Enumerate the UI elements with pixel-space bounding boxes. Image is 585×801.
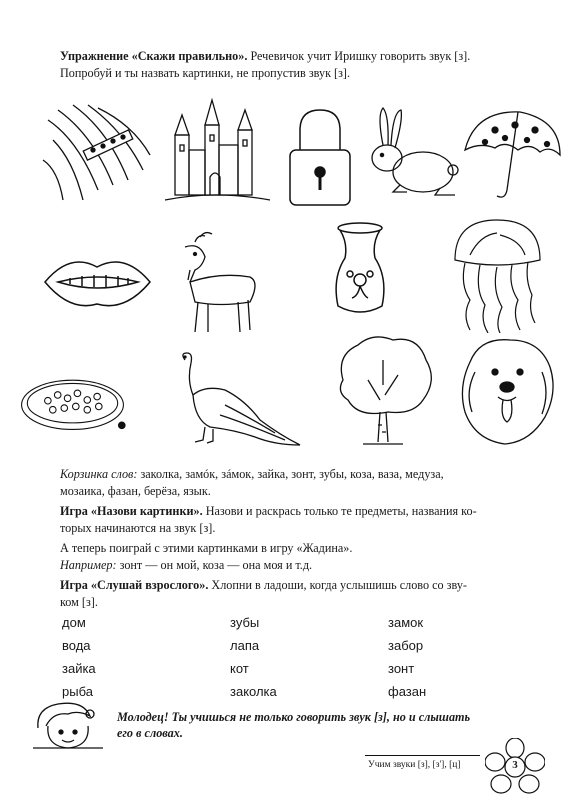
castle-icon <box>160 95 275 213</box>
word-col1-2: вода <box>62 638 91 653</box>
bunny-icon <box>355 100 470 218</box>
example-label: Например: <box>60 558 117 572</box>
praise-line-1: Молодец! Ты учишься не только говорить звук [з], но и слышать <box>117 710 471 724</box>
game2-title: Игра «Слушай взрослого». <box>60 578 209 592</box>
word-col2-4: заколка <box>230 684 277 699</box>
teeth-icon <box>40 222 155 340</box>
word-col3-1: замок <box>388 615 424 630</box>
intro-line-2: Попробуй и ты назвать картинки, не пропустив звук [з]. <box>60 66 351 80</box>
game1-line-1 <box>60 503 545 520</box>
basket-line-1 <box>60 466 545 483</box>
intro-line-1 <box>60 48 545 65</box>
game1-text: Назови и раскрась только те предметы, названия ко- <box>202 504 477 518</box>
word-col1-1: дом <box>62 615 86 630</box>
basket-words-2: мозаика, фазан, берёза, язык. <box>60 484 211 498</box>
word-col2-1: зубы <box>230 615 260 630</box>
word-col3-3: зонт <box>388 661 415 676</box>
word-col1-3: зайка <box>62 661 96 676</box>
basket-label: Корзинка слов: <box>60 467 138 481</box>
game1-line-2: торых начинаются на звук [з]. <box>60 521 216 535</box>
example-text: зонт — он мой, коза — она моя и т.д. <box>116 558 313 572</box>
page-number: 3 <box>512 759 518 771</box>
word-col2-2: лапа <box>230 638 260 653</box>
goat-icon <box>150 222 265 340</box>
game2-line-2: ком [з]. <box>60 595 98 609</box>
hair-clip-icon <box>38 100 153 218</box>
jellyfish-icon <box>440 215 555 333</box>
game1-title: Игра «Назови картинки». <box>60 504 203 518</box>
mascot-icon <box>28 698 108 753</box>
umbrella-icon <box>455 100 570 218</box>
word-col3-2: забор <box>388 638 424 653</box>
game2-line-1 <box>60 577 545 594</box>
mosaic-icon <box>15 345 130 463</box>
intro-text: Речевичок учит Иришку говорить звук [з]. <box>247 49 471 63</box>
footer-rule <box>365 755 480 756</box>
greedy-example <box>60 557 545 574</box>
dog-tongue-icon <box>450 332 565 450</box>
basket-words-1: заколка, замóк, зáмок, зайка, зонт, зубы, коза, ваза, медуза, <box>137 467 444 481</box>
word-col1-4: рыба <box>62 684 93 699</box>
greedy-line-1: А теперь поиграй с этими картинками в игру «Жадина». <box>60 541 353 555</box>
pheasant-icon <box>165 345 305 463</box>
vase-icon <box>320 218 435 336</box>
running-title: Учим звуки [з], [з'], [ц] <box>368 760 461 770</box>
word-col2-3: кот <box>230 661 249 676</box>
game2-text: Хлопни в ладоши, когда услышишь слово со зву- <box>208 578 467 592</box>
birch-icon <box>328 330 443 448</box>
praise-line-2: его в словах. <box>117 726 183 740</box>
exercise-title: Упражнение «Скажи правильно». <box>60 49 248 63</box>
word-col3-4: фазан <box>388 684 427 699</box>
